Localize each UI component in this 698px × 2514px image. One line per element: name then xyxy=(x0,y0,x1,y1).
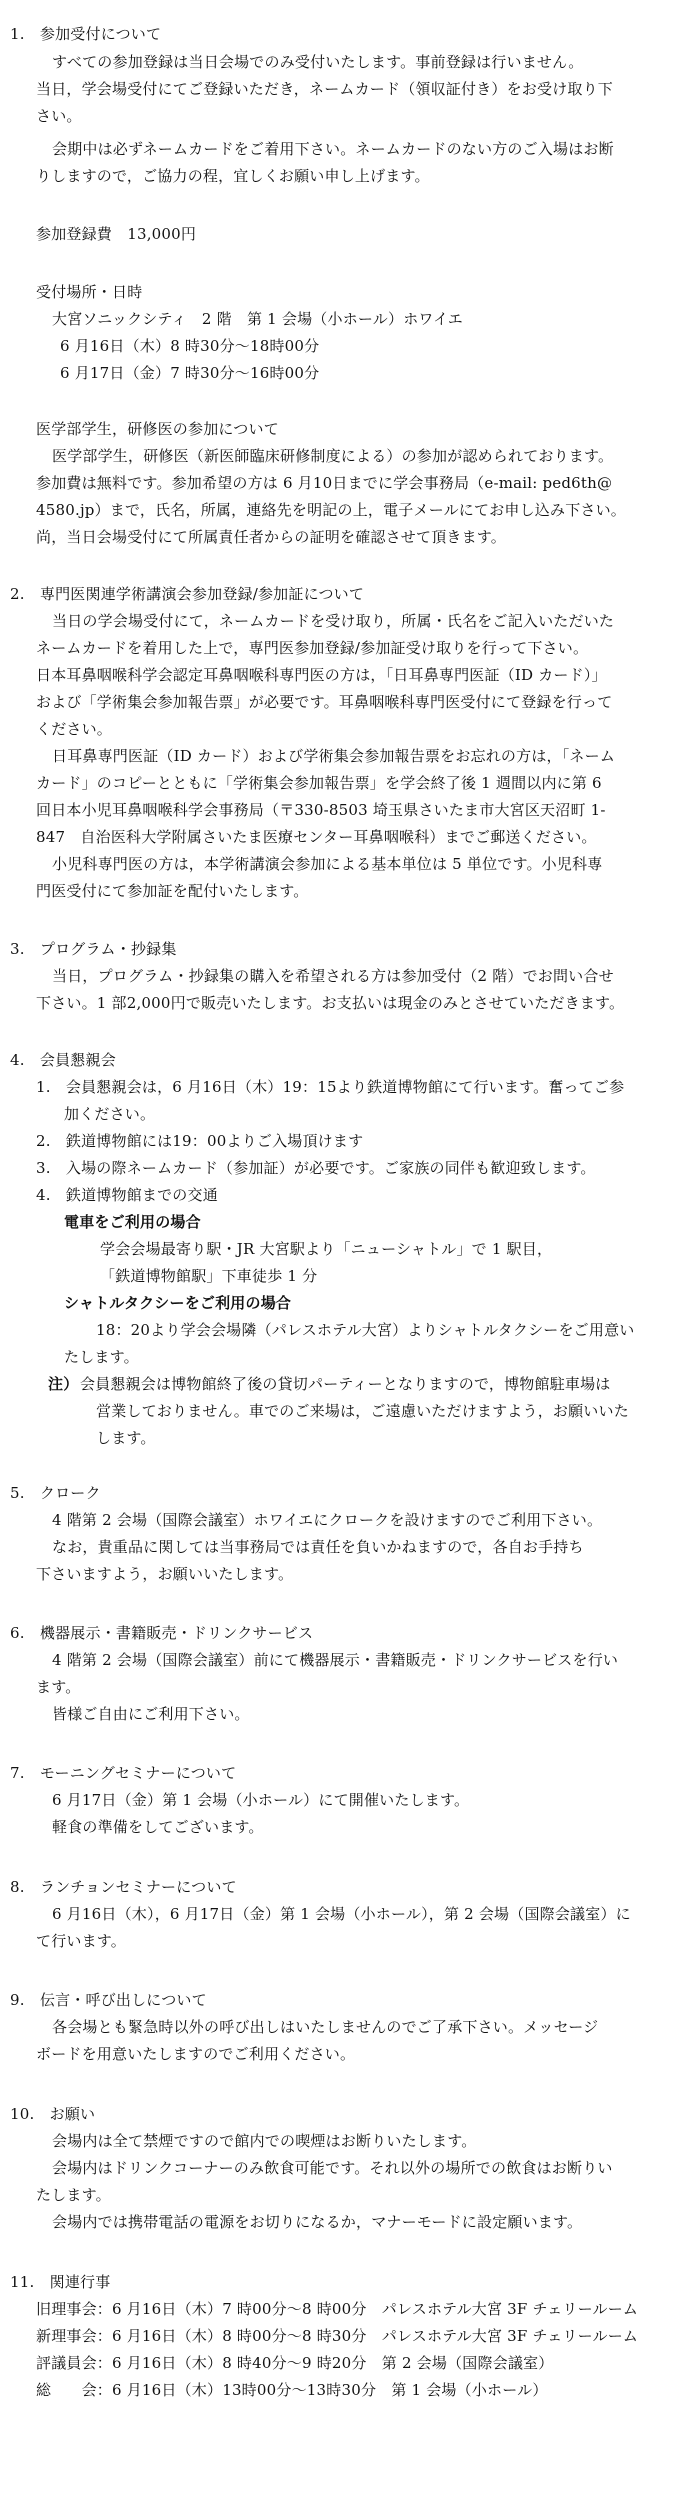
section-2-text: カード」のコピーとともに「学術集会参加報告票」を学会終了後 1 週間以内に第 6 xyxy=(36,774,602,792)
registration-fee: 参加登録費 13,000円 xyxy=(36,225,197,243)
section-2-text: 回日本小児耳鼻咽喉科学会事務局（〒330-8503 埼玉県さいたま市大宮区天沼町 1- xyxy=(36,801,606,819)
note-text: 営業しておりません。車でのご来場は，ご遠慮いただけますよう，お願いいた xyxy=(96,1402,629,1420)
section-5-text: 4 階第 2 会場（国際会議室）ホワイエにクロークを設けますのでご利用下さい。 xyxy=(52,1511,603,1529)
note-label: 注） xyxy=(48,1375,79,1393)
section-11-title: 11. 関連行事 xyxy=(10,2273,111,2291)
section-2-text: 門医受付にて参加証を配付いたします。 xyxy=(36,882,309,900)
section-1-text: すべての参加登録は当日会場でのみ受付いたします。事前登録は行いません。 xyxy=(52,53,584,71)
taxi-access-text: 18：20より学会会場隣（パレスホテル大宮）よりシャトルタクシーをご用意い xyxy=(96,1321,635,1339)
reception-day: 6 月16日（木）8 時30分～18時00分 xyxy=(60,337,320,355)
section-1-title: 1. 参加受付について xyxy=(10,25,162,43)
section-7-text: 6 月17日（金）第 1 会場（小ホール）にて開催いたします。 xyxy=(52,1791,470,1809)
section-6-text: 4 階第 2 会場（国際会議室）前にて機器展示・書籍販売・ドリンクサービスを行い xyxy=(52,1651,619,1669)
section-9-text: 各会場とも緊急時以外の呼び出しはいたしませんのでご了承下さい。メッセージ xyxy=(52,2018,599,2036)
section-2-text: ください。 xyxy=(36,720,113,738)
section-5-text: 下さいますよう，お願いいたします。 xyxy=(36,1565,294,1583)
train-access-text: 「鉄道博物館駅」下車徒歩 1 分 xyxy=(100,1267,318,1285)
section-2-text: 日本耳鼻咽喉科学会認定耳鼻咽喉科専門医の方は，「日耳鼻専門医証（ID カード）」 xyxy=(36,666,607,684)
section-2-title: 2. 専門医関連学術講演会参加登録/参加証について xyxy=(10,585,365,603)
reception-title: 受付場所・日時 xyxy=(36,283,143,301)
section-4-title: 4. 会員懇親会 xyxy=(10,1051,116,1069)
section-7-text: 軽食の準備をしてございます。 xyxy=(52,1818,264,1836)
section-5-title: 5. クローク xyxy=(10,1484,101,1502)
section-1-text: 会期中は必ずネームカードをご着用下さい。ネームカードのない方のご入場はお断 xyxy=(52,140,614,158)
section-3-text: 当日，プログラム・抄録集の購入を希望される方は参加受付（2 階）でお問い合せ xyxy=(52,967,614,985)
section-4-item: 4. 鉄道博物館までの交通 xyxy=(36,1186,218,1204)
section-2-text: ネームカードを着用した上で，専門医参加登録/参加証受け取りを行って下さい。 xyxy=(36,639,589,657)
section-2-text: 日耳鼻専門医証（ID カード）および学術集会参加報告票をお忘れの方は，「ネーム xyxy=(52,747,616,765)
event-row: 評議員会：6 月16日（木）8 時40分～9 時20分 第 2 会場（国際会議室） xyxy=(36,2354,554,2372)
taxi-access-text: たします。 xyxy=(64,1348,139,1366)
section-2-text: および「学術集会参加報告票」が必要です。耳鼻咽喉科専門医受付にて登録を行って xyxy=(36,693,613,711)
note-text: します。 xyxy=(96,1429,156,1447)
section-8-text: て行います。 xyxy=(36,1932,127,1950)
reception-day: 6 月17日（金）7 時30分～16時00分 xyxy=(60,364,320,382)
section-10-text: 会場内では携帯電話の電源をお切りになるか，マナーモードに設定願います。 xyxy=(52,2213,583,2231)
section-4-item: 加ください。 xyxy=(64,1105,156,1123)
section-3-title: 3. プログラム・抄録集 xyxy=(10,940,177,958)
section-1-text: 当日，学会場受付にてご登録いただき，ネームカード（領収証付き）をお受け取り下 xyxy=(36,80,614,98)
section-4-item: 3. 入場の際ネームカード（参加証）が必要です。ご家族の同伴も歓迎致します。 xyxy=(36,1159,596,1177)
section-4-item: 1. 会員懇親会は，6 月16日（木）19：15より鉄道博物館にて行います。奮ってご参 xyxy=(36,1078,625,1096)
section-10-text: 会場内は全て禁煙ですので館内での喫煙はお断りいたします。 xyxy=(52,2132,477,2150)
section-10-title: 10. お願い xyxy=(10,2105,96,2123)
student-text: 医学部学生，研修医（新医師臨床研修制度による）の参加が認められております。 xyxy=(52,447,614,465)
student-text: 参加費は無料です。参加希望の方は 6 月10日までに学会事務局（e-mail: ped6th@ xyxy=(36,474,613,492)
section-2-text: 当日の学会場受付にて，ネームカードを受け取り，所属・氏名をご記入いただいた xyxy=(52,612,615,630)
student-title: 医学部学生，研修医の参加について xyxy=(36,420,279,438)
section-6-title: 6. 機器展示・書籍販売・ドリンクサービス xyxy=(10,1624,314,1642)
student-text: 尚，当日会場受付にて所属責任者からの証明を確認させて頂きます。 xyxy=(36,528,507,546)
section-7-title: 7. モーニングセミナーについて xyxy=(10,1764,237,1782)
section-8-title: 8. ランチョンセミナーについて xyxy=(10,1878,237,1896)
section-2-text: 847 自治医科大学附属さいたま医療センター耳鼻咽喉科）までご郵送ください。 xyxy=(36,828,597,846)
section-10-text: 会場内はドリンクコーナーのみ飲食可能です。それ以外の場所での飲食はお断りい xyxy=(52,2159,613,2177)
section-3-text: 下さい。1 部2,000円で販売いたします。お支払いは現金のみとさせていただきます。 xyxy=(36,994,625,1012)
section-6-text: 皆様ご自由にご利用下さい。 xyxy=(52,1705,250,1723)
event-row: 総 会：6 月16日（木）13時00分～13時30分 第 1 会場（小ホール） xyxy=(36,2381,548,2399)
reception-place: 大宮ソニックシティ 2 階 第 1 会場（小ホール）ホワイエ xyxy=(52,310,463,328)
section-5-text: なお，貴重品に関しては当事務局では責任を負いかねますので，各自お手持ち xyxy=(52,1538,584,1556)
section-8-text: 6 月16日（木），6 月17日（金）第 1 会場（小ホール），第 2 会場（国際会議室）に xyxy=(52,1905,631,1923)
section-1-text: さい。 xyxy=(36,107,82,125)
section-9-title: 9. 伝言・呼び出しについて xyxy=(10,1991,207,2009)
event-row: 旧理事会：6 月16日（木）7 時00分～8 時00分 パレスホテル大宮 3F チェリールーム xyxy=(36,2300,639,2318)
taxi-access-title: シャトルタクシーをご利用の場合 xyxy=(64,1294,292,1312)
section-2-text: 小児科専門医の方は，本学術講演会参加による基本単位は 5 単位です。小児科専 xyxy=(52,855,603,873)
section-6-text: ます。 xyxy=(36,1678,81,1696)
train-access-text: 学会会場最寄り駅・JR 大宮駅より「ニューシャトル」で 1 駅目， xyxy=(100,1240,553,1258)
event-row: 新理事会：6 月16日（木）8 時00分～8 時30分 パレスホテル大宮 3F チェリールーム xyxy=(36,2327,639,2345)
train-access-title: 電車をご利用の場合 xyxy=(64,1213,201,1231)
note-text: 会員懇親会は博物館終了後の貸切パーティーとなりますので，博物館駐車場は xyxy=(80,1375,611,1393)
student-text: 4580.jp）まで，氏名，所属，連絡先を明記の上，電子メールにてお申し込み下さい。 xyxy=(36,501,626,519)
section-9-text: ボードを用意いたしますのでご利用ください。 xyxy=(36,2045,356,2063)
section-4-item: 2. 鉄道博物館には19：00よりご入場頂けます xyxy=(36,1132,364,1150)
section-10-text: たします。 xyxy=(36,2186,111,2204)
section-1-text: りしますので，ご協力の程，宜しくお願い申し上げます。 xyxy=(36,167,430,185)
